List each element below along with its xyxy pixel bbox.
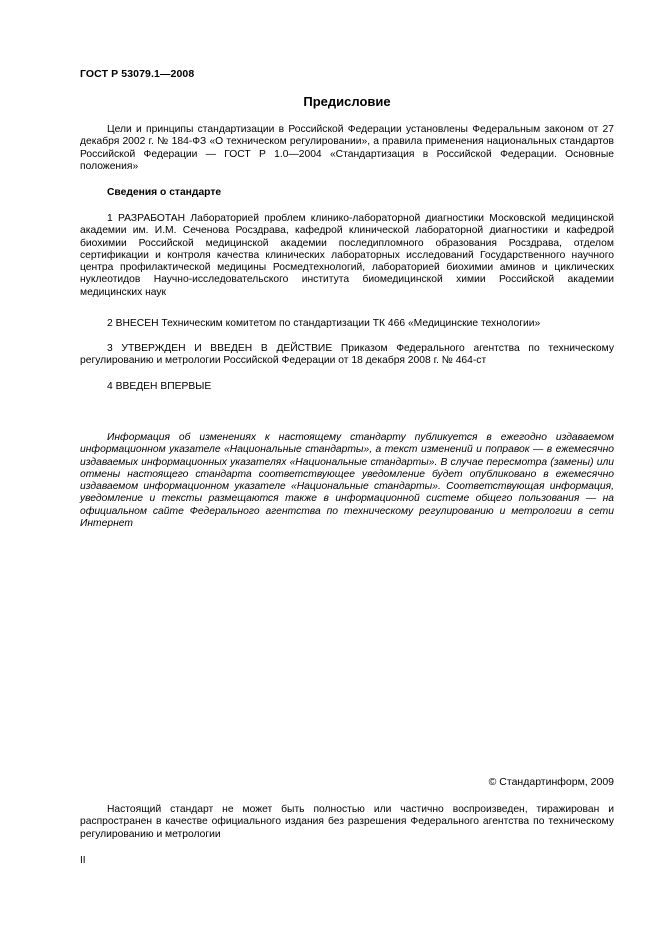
standard-info-item-3: 3 УТВЕРЖДЕН И ВВЕДЕН В ДЕЙСТВИЕ Приказом Федерального агентства по техническому регулированию и метрологии Российской Федерации от 18 декабря 2008 г. № 464-ст	[80, 343, 614, 367]
intro-paragraph: Цели и принципы стандартизации в Российской Федерации установлены Федеральным законом от 27 декабря 2002 г. № 184-ФЗ «О техническом регулировании», а правила применения национальных стандартов Российской Федерации — ГОСТ Р 1.0—2004 «Стандартизация в Российской Федерации. Основные положения»	[80, 124, 614, 172]
document-id-header: ГОСТ Р 53079.1—2008	[80, 68, 195, 80]
reproduction-notice-paragraph: Настоящий стандарт не может быть полностью или частично воспроизведен, тиражирован и распространен в качестве официального издания без разрешения Федерального агентства по техническому регулированию и метрологии	[80, 804, 614, 840]
page-title: Предисловие	[303, 94, 391, 109]
standard-info-item-4: 4 ВВЕДЕН ВПЕРВЫЕ	[107, 381, 212, 392]
page-number: II	[80, 855, 86, 866]
standard-info-heading: Сведения о стандарте	[107, 187, 222, 198]
copyright-line: © Стандартинформ, 2009	[488, 776, 614, 788]
standard-info-item-2: 2 ВНЕСЕН Техническим комитетом по стандартизации ТК 466 «Медицинские технологии»	[107, 318, 541, 329]
changes-notice-paragraph: Информация об изменениях к настоящему стандарту публикуется в ежегодно издаваемом информационном указателе «Национальные стандарты», а текст изменений и поправок — в ежемесячно издаваемых информационных указателях «Национальные стандарты». В случае пересмотра (замены) или отмены настоящего стандарта соответствующее уведомление будет опубликовано в ежемесячно издаваемом информационном указателе «Национальные стандарты». Соответствующая информация, уведомление и тексты размещаются также в информационной системе общего пользования — на официальном сайте Федерального агентства по техническому регулированию и метрологии в сети Интернет	[80, 432, 614, 530]
standard-info-item-1: 1 РАЗРАБОТАН Лабораторией проблем клинико-лабораторной диагностики Московской медицинской академии им. И.М. Сеченова Росздрава, кафедрой клинической лабораторной диагностики и кафедрой биохимии Российской медицинской академии последипломного образования Росздрава, отделом сертификации и контроля качества клинических лабораторных исследований Государственного научного центра профилактической медицины Росмедтехнологий, лабораторией биохимии аминов и циклических нуклеотидов Научно-исследовательского института биомедицинской химии Российской академии медицинских наук	[80, 213, 614, 298]
